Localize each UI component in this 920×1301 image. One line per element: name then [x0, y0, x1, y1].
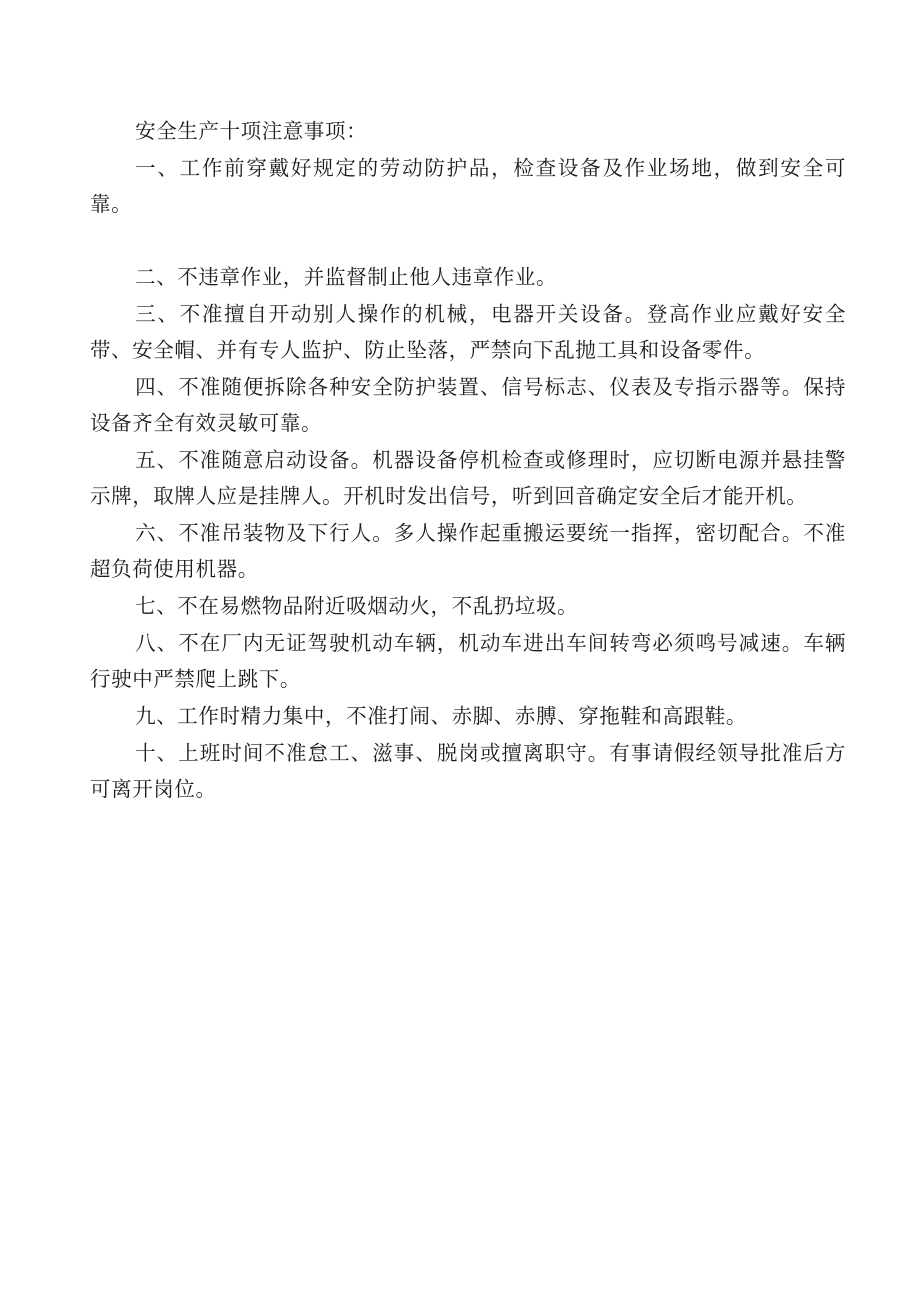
safety-item-1: 一、工作前穿戴好规定的劳动防护品，检查设备及作业场地，做到安全可靠。 [90, 156, 846, 216]
safety-item-10: 十、上班时间不准怠工、滋事、脱岗或擅离职守。有事请假经领导批准后方可离开岗位。 [90, 741, 846, 801]
safety-item-2: 二、不违章作业，并监督制止他人违章作业。 [135, 265, 558, 289]
safety-item-7: 七、不在易燃物品附近吸烟动火，不乱扔垃圾。 [135, 594, 579, 618]
safety-item-9: 九、工作时精力集中，不准打闹、赤脚、赤膊、穿拖鞋和高跟鞋。 [135, 704, 747, 728]
safety-item-3: 三、不准擅自开动别人操作的机械，电器开关设备。登高作业应戴好安全带、安全帽、并有专人监护、防止坠落，严禁向下乱抛工具和设备零件。 [90, 302, 846, 362]
document-heading: 安全生产十项注意事项： [135, 119, 368, 143]
safety-item-6: 六、不准吊装物及下行人。多人操作起重搬运要统一指挥，密切配合。不准超负荷使用机器。 [90, 521, 846, 581]
safety-item-8: 八、不在厂内无证驾驶机动车辆，机动车进出车间转弯必须鸣号减速。车辆行驶中严禁爬上跳下。 [90, 631, 846, 691]
document-body [90, 113, 846, 808]
safety-item-5: 五、不准随意启动设备。机器设备停机检查或修理时，应切断电源并悬挂警示牌，取牌人应是挂牌人。开机时发出信号，听到回音确定安全后才能开机。 [90, 448, 846, 508]
safety-item-4: 四、不准随便拆除各种安全防护装置、信号标志、仪表及专指示器等。保持设备齐全有效灵敏可靠。 [90, 375, 846, 435]
